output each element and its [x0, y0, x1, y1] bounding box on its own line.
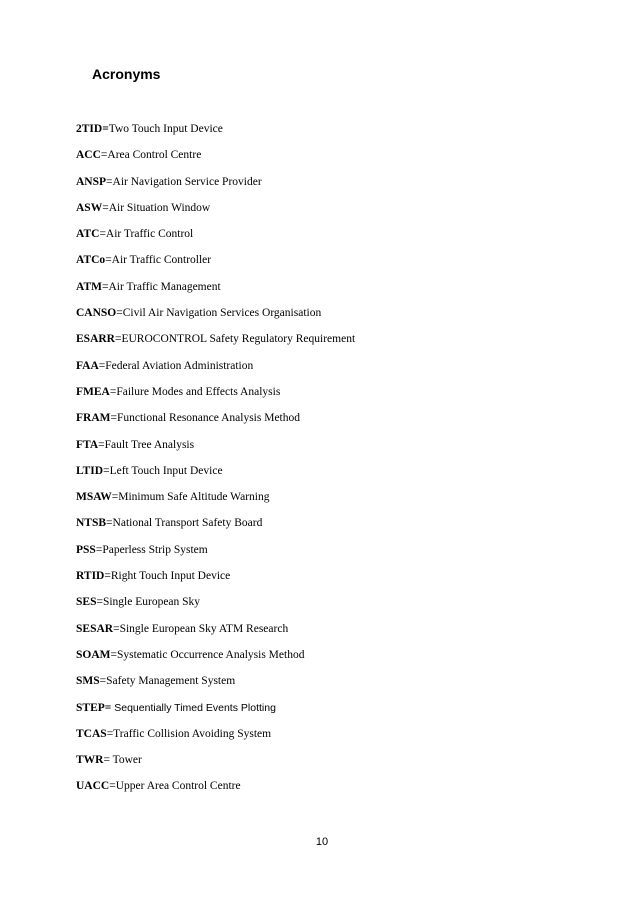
acronym-definition: =Failure Modes and Effects Analysis — [109, 385, 281, 398]
acronym-definition: =Single European Sky — [96, 596, 201, 609]
list-item — [76, 515, 355, 541]
acronym-list — [76, 121, 355, 805]
acronym-definition: =Single European Sky ATM Research — [113, 622, 289, 635]
list-item — [76, 226, 355, 252]
acronym-term: ATC — [76, 228, 100, 241]
acronym-term: SMS — [76, 675, 100, 688]
acronym-term: PSS — [76, 543, 96, 556]
list-item — [76, 778, 355, 804]
list-item — [76, 621, 355, 647]
acronym-term: SES — [76, 596, 97, 609]
acronym-definition: =Traffic Collision Avoiding System — [106, 727, 272, 740]
acronym-definition: = Tower — [103, 754, 142, 767]
list-item — [76, 410, 355, 436]
acronym-definition: =Federal Aviation Administration — [98, 359, 254, 372]
acronym-term: FRAM — [76, 412, 111, 425]
list-item — [76, 279, 355, 305]
acronym-definition: =EUROCONTROL Safety Regulatory Requirement — [114, 333, 356, 346]
list-item — [76, 147, 355, 173]
list-item — [76, 726, 355, 752]
list-item — [76, 252, 355, 278]
acronym-definition: =Paperless Strip System — [95, 543, 208, 556]
acronym-definition: =Air Situation Window — [102, 201, 211, 214]
acronym-term: MSAW — [76, 491, 112, 504]
list-item — [76, 752, 355, 778]
acronym-term: ASW — [76, 201, 103, 214]
acronym-definition: =National Transport Safety Board — [106, 517, 263, 530]
acronym-definition: =Safety Management System — [99, 675, 236, 688]
list-item — [76, 174, 355, 200]
acronym-term: TCAS — [76, 727, 107, 740]
list-item — [76, 384, 355, 410]
acronym-definition: =Systematic Occurrence Analysis Method — [110, 648, 305, 661]
acronym-term: STEP= — [76, 701, 112, 714]
acronym-term: TWR — [76, 754, 104, 767]
acronym-definition: =Civil Air Navigation Services Organisation — [116, 307, 322, 320]
list-item — [76, 305, 355, 331]
acronym-definition: =Left Touch Input Device — [103, 464, 223, 477]
acronym-definition: =Area Control Centre — [100, 149, 202, 162]
list-item — [76, 358, 355, 384]
acronym-definition: =Fault Tree Analysis — [98, 438, 195, 451]
acronym-term: FMEA — [76, 385, 110, 398]
acronym-term: ATM — [76, 280, 102, 293]
list-item — [76, 331, 355, 357]
acronym-term: FTA — [76, 438, 99, 451]
list-item — [76, 463, 355, 489]
acronym-definition: =Minimum Safe Altitude Warning — [111, 491, 270, 504]
list-item — [76, 437, 355, 463]
acronym-term: ANSP — [76, 175, 107, 188]
acronym-term: FAA — [76, 359, 99, 372]
acronym-term: CANSO — [76, 307, 117, 320]
acronym-term: LTID — [76, 464, 104, 477]
acronym-term: NTSB — [76, 517, 107, 530]
acronym-term: 2TID= — [76, 123, 109, 135]
acronym-definition: =Right Touch Input Device — [104, 570, 231, 583]
list-item — [76, 647, 355, 673]
list-item — [76, 121, 355, 147]
page-title: Acronyms — [92, 66, 161, 82]
list-item — [76, 542, 355, 568]
acronym-definition: Two Touch Input Device — [108, 123, 223, 135]
acronym-term: SOAM — [76, 648, 111, 661]
acronym-term: RTID — [76, 570, 105, 583]
acronym-definition: =Air Traffic Control — [99, 228, 194, 241]
acronym-definition: Sequentially Timed Events Plotting — [111, 701, 276, 714]
acronym-term: SESAR — [76, 622, 114, 635]
list-item — [76, 673, 355, 699]
acronym-term: UACC — [76, 780, 110, 793]
list-item — [76, 200, 355, 226]
acronym-term: ATCo — [76, 254, 106, 267]
acronym-definition: =Air Traffic Controller — [105, 254, 212, 267]
list-item — [76, 568, 355, 594]
page-number: 10 — [315, 836, 329, 848]
acronym-definition: =Functional Resonance Analysis Method — [110, 412, 301, 425]
acronym-term: ACC — [76, 149, 101, 162]
list-item — [76, 489, 355, 515]
list-item — [76, 700, 355, 726]
acronym-definition: =Upper Area Control Centre — [109, 780, 241, 793]
acronym-definition: =Air Navigation Service Provider — [106, 175, 262, 188]
acronym-term: ESARR — [76, 333, 115, 346]
list-item — [76, 594, 355, 620]
acronym-definition: =Air Traffic Management — [101, 280, 221, 293]
